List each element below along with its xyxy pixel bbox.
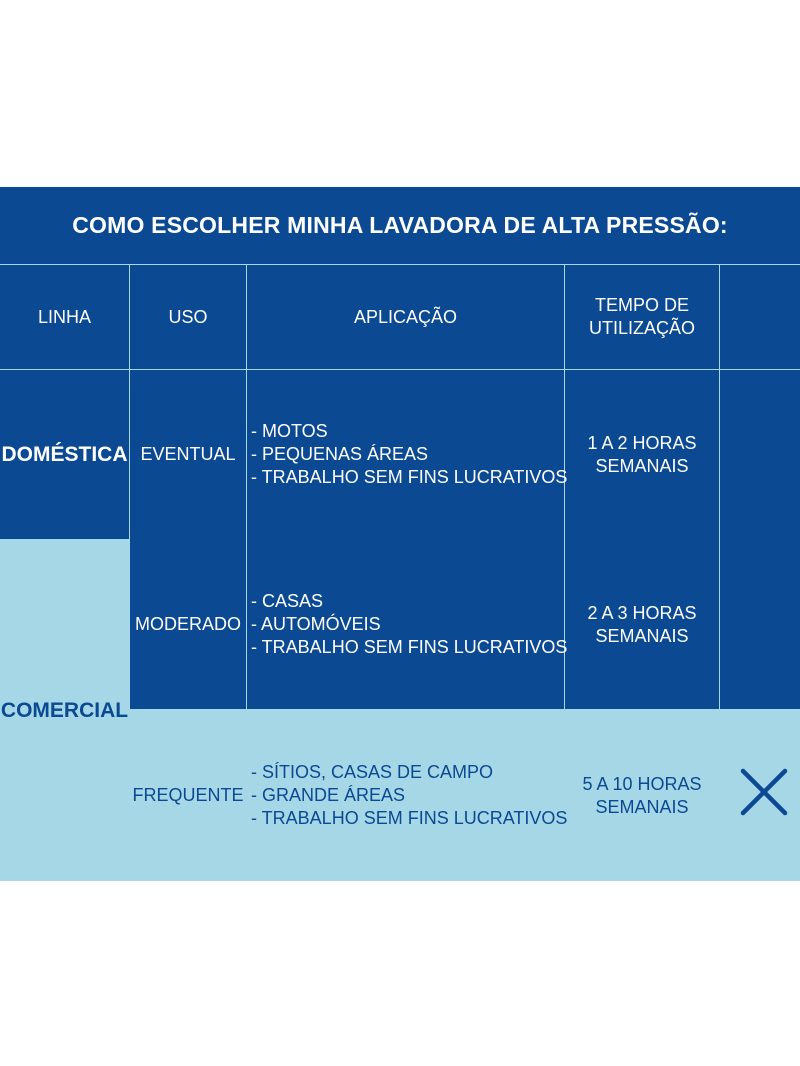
uso-eventual: EVENTUAL	[140, 444, 236, 464]
header-uso: USO	[168, 306, 208, 327]
tempo-line2: SEMANAIS	[595, 455, 689, 476]
list-item: - TRABALHO SEM FINS LUCRATIVOS	[251, 467, 568, 487]
divider	[719, 264, 720, 709]
uso-frequente: FREQUENTE	[132, 785, 244, 805]
header-aplicacao: APLICAÇÃO	[353, 306, 458, 327]
list-item: - PEQUENAS ÁREAS	[251, 444, 429, 464]
list-item: - MOTOS	[251, 421, 328, 441]
aplicacao-list	[247, 710, 568, 881]
list-item: - AUTOMÓVEIS	[251, 614, 381, 634]
list-item: - TRABALHO SEM FINS LUCRATIVOS	[251, 637, 568, 657]
tempo-domestica	[565, 370, 719, 539]
linha-domestica: DOMÉSTICA	[1, 443, 128, 466]
list-item: - TRABALHO SEM FINS LUCRATIVOS	[251, 808, 568, 828]
tempo-moderado	[565, 540, 719, 709]
aplicacao-list	[247, 540, 568, 709]
header-linha: LINHA	[37, 306, 91, 327]
linha-comercial: COMERCIAL	[0, 698, 129, 722]
page-title: COMO ESCOLHER MINHA LAVADORA DE ALTA PRESSÃO:	[72, 212, 728, 238]
header-tempo	[565, 265, 719, 369]
list-item: - GRANDE ÁREAS	[251, 785, 406, 805]
aplicacao-list	[247, 370, 568, 539]
tempo-frequente	[565, 710, 719, 881]
tempo-line2: SEMANAIS	[595, 796, 689, 817]
list-item: - SÍTIOS, CASAS DE CAMPO	[251, 762, 494, 782]
pressure-washer-guide	[0, 187, 800, 881]
uso-moderado: MODERADO	[134, 614, 241, 634]
x-mark-icon	[740, 768, 788, 816]
header-tempo-line2: UTILIZAÇÃO	[588, 318, 695, 338]
header-tempo-line1: TEMPO DE	[594, 295, 689, 315]
tempo-line1: 1 A 2 HORAS	[587, 432, 697, 453]
tempo-line1: 5 A 10 HORAS	[582, 773, 702, 794]
tempo-line1: 2 A 3 HORAS	[587, 602, 697, 623]
list-item: - CASAS	[251, 591, 324, 611]
tempo-line2: SEMANAIS	[595, 625, 689, 646]
